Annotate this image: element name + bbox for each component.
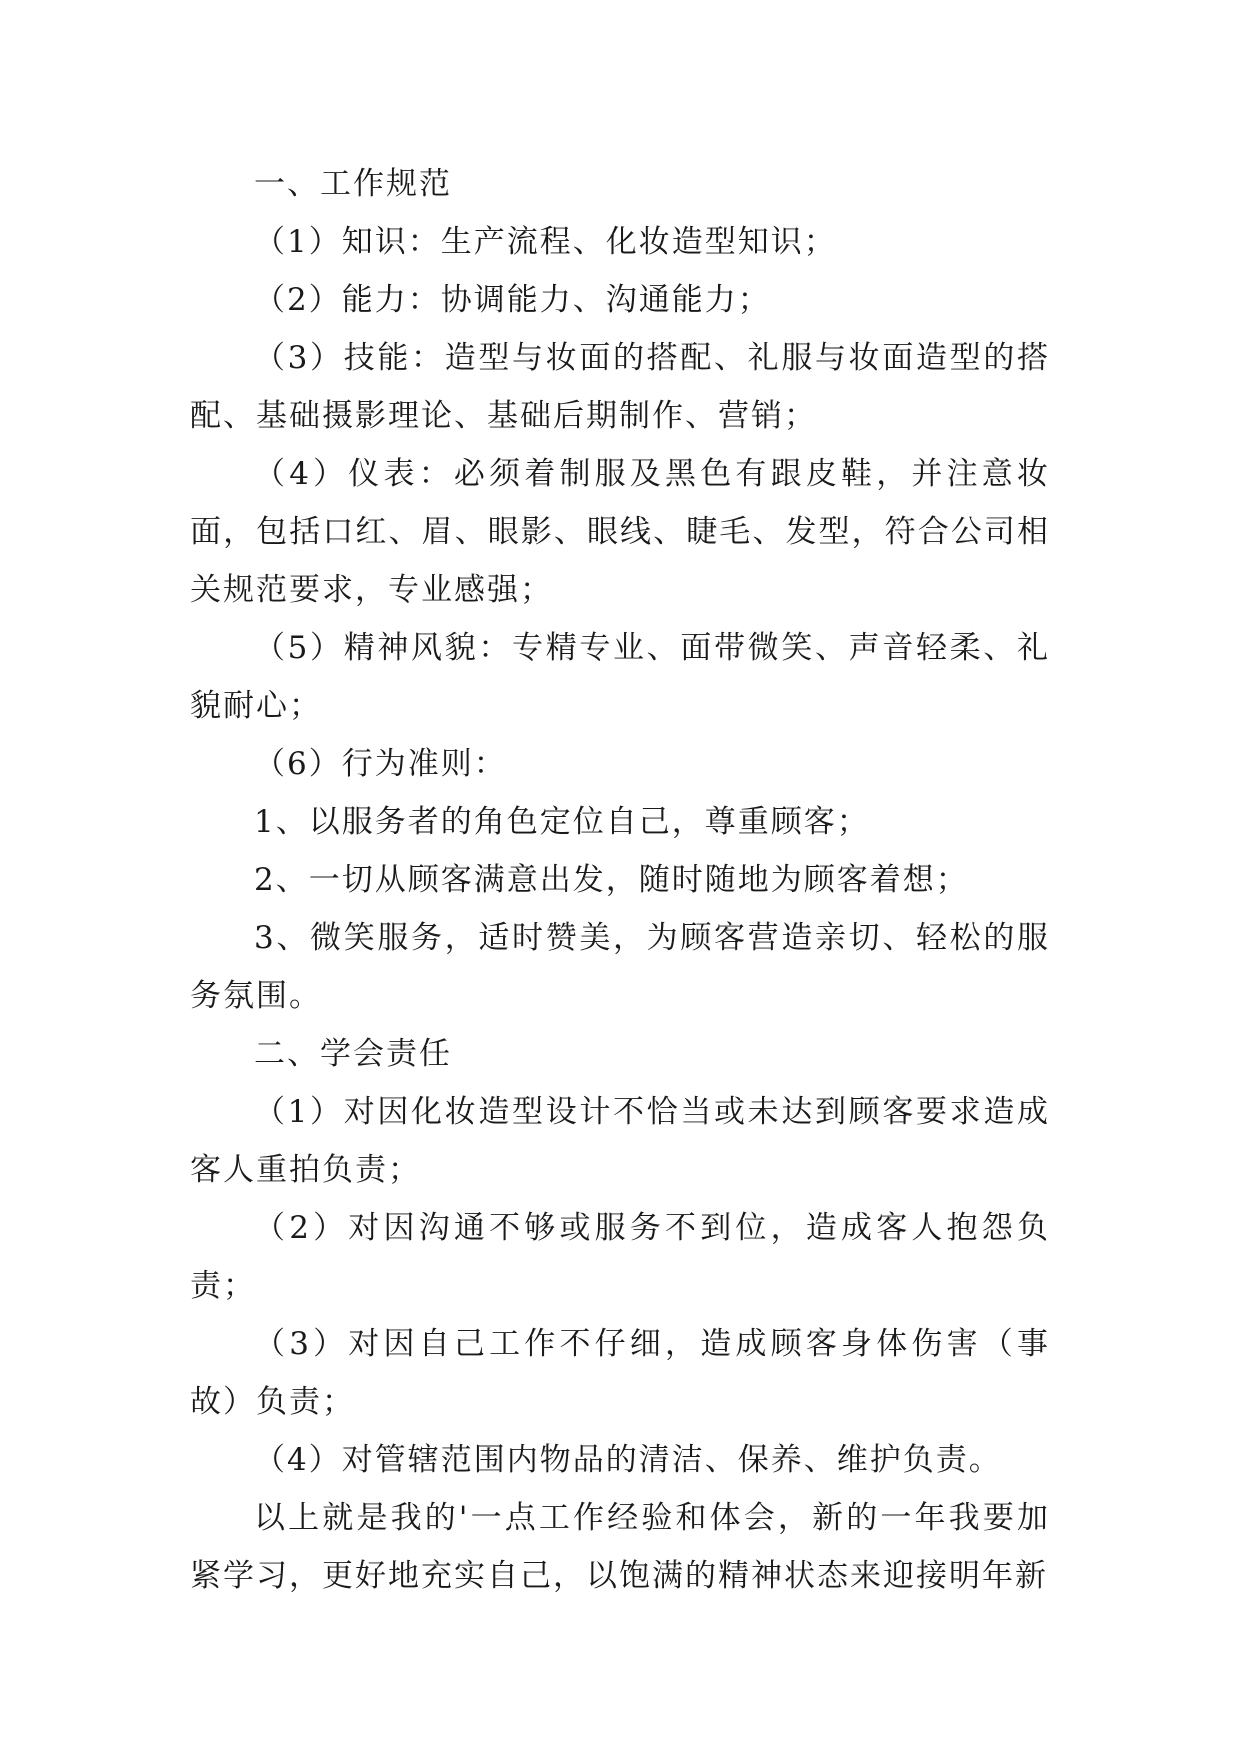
paragraph-responsibility-4: （4）对管辖范围内物品的清洁、保养、维护负责。 — [254, 1442, 1002, 1478]
paragraph-responsibility-2: （2）对因沟通不够或服务不到位，造成客人抱怨负责； — [190, 1210, 1050, 1304]
paragraph-spirit: （5）精神风貌：专精专业、面带微笑、声音轻柔、礼貌耐心； — [190, 630, 1050, 724]
paragraph-ability: （2）能力：协调能力、沟通能力； — [254, 282, 771, 318]
paragraph-skills: （3）技能：造型与妆面的搭配、礼服与妆面造型的搭配、基础摄影理论、基础后期制作、营销； — [190, 340, 1050, 434]
list-item-conduct-1: 1、以服务者的角色定位自己，尊重顾客； — [254, 804, 870, 840]
paragraph-knowledge: （1）知识：生产流程、化妆造型知识； — [254, 224, 837, 260]
list-item-conduct-2: 2、一切从顾客满意出发，随时随地为顾客着想； — [254, 862, 969, 898]
paragraph-conduct: （6）行为准则： — [254, 746, 507, 782]
paragraph-responsibility-1: （1）对因化妆造型设计不恰当或未达到顾客要求造成客人重拍负责； — [190, 1094, 1050, 1188]
list-item-conduct-3: 3、微笑服务，适时赞美，为顾客营造亲切、轻松的服务氛围。 — [190, 920, 1050, 1014]
section-heading-responsibility: 二、学会责任 — [254, 1036, 452, 1072]
section-heading-work-standards: 一、工作规范 — [254, 166, 452, 202]
paragraph-conclusion: 以上就是我的'一点工作经验和体会，新的一年我要加紧学习，更好地充实自己，以饱满的精神状态来迎接明年新 — [190, 1500, 1050, 1594]
paragraph-appearance: （4）仪表：必须着制服及黑色有跟皮鞋，并注意妆面，包括口红、眉、眼影、眼线、睫毛、发型，符合公司相关规范要求，专业感强； — [190, 456, 1050, 608]
paragraph-responsibility-3: （3）对因自己工作不仔细，造成顾客身体伤害（事故）负责； — [190, 1326, 1050, 1420]
document-body — [190, 155, 1050, 1605]
